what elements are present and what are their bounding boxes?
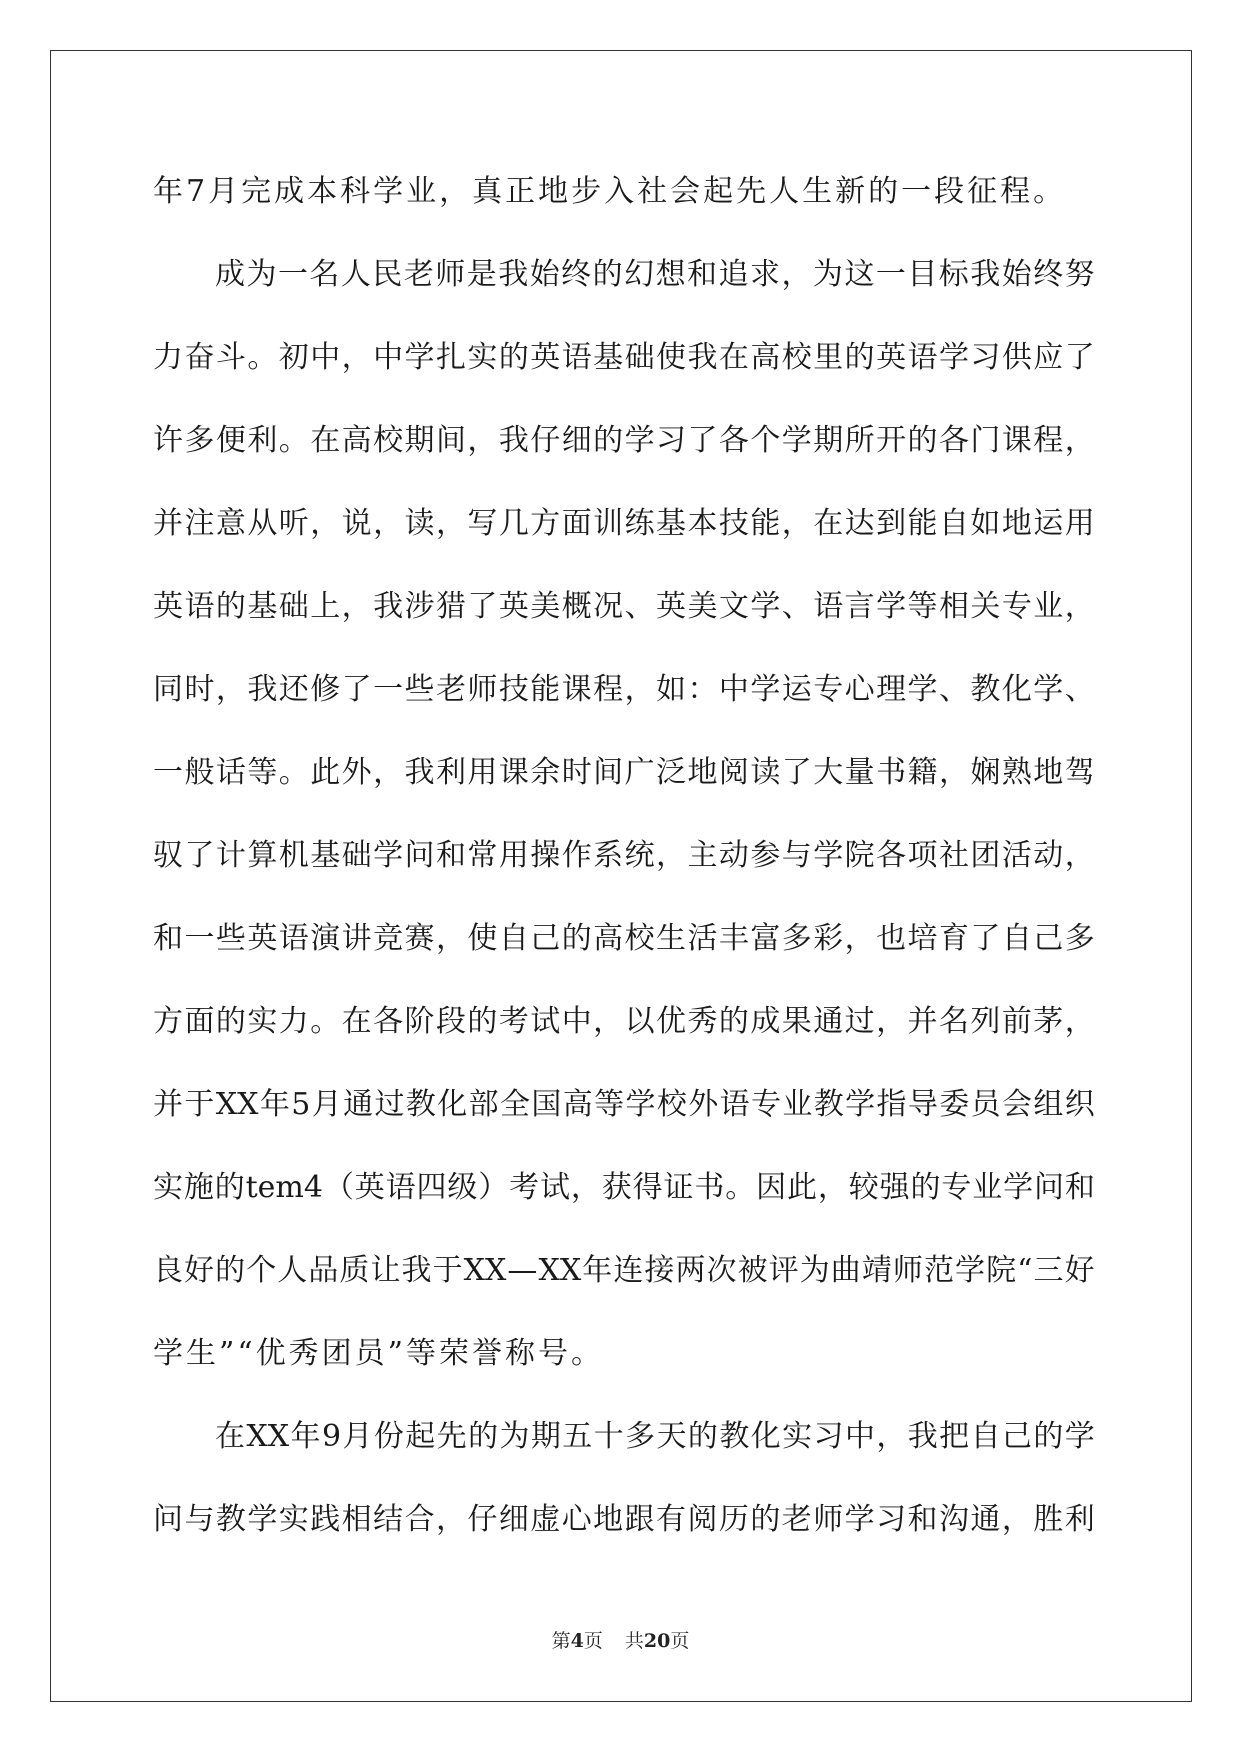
text-line: 一 般 话 等 。 此 外 ， 我 利 用 课 余 时 间 广 泛 地 阅 读 了 大 量 书 籍 ， 娴 熟 地 驾	[153, 755, 1095, 790]
text-line: 驭 了 计 算 机 基 础 学 问 和 常 用 操 作 系 统 ， 主 动 参 与 学 院 各 项 社 团 活 动 ，	[153, 838, 1095, 873]
text-line: 同 时 ， 我 还 修 了 一 些 老 师 技 能 课 程 ， 如 ： 中 学 运 专 心 理 学 、 教 化 学 、	[153, 672, 1095, 707]
text-line: 学生”“优秀团员”等荣誉称号。	[153, 1336, 605, 1371]
page-prefix: 第	[551, 1630, 571, 1652]
text-line: 并 于 XX 年 5 月 通 过 教 化 部 全 国 高 等 学 校 外 语 专 业 教 学 指 导 委 员 会 组 织	[153, 1087, 1095, 1122]
text-line: 英 语 的 基 础 上 ， 我 涉 猎 了 英 美 概 况 、 英 美 文 学 、 语 言 学 等 相 关 专 业 ，	[153, 589, 1095, 624]
total-prefix: 共	[624, 1630, 644, 1652]
page-footer	[0, 1626, 1241, 1653]
text-line: 并 注 意 从 听 ， 说 ， 读 ， 写 几 方 面 训 练 基 本 技 能 ， 在 达 到 能 自 如 地 运 用	[153, 506, 1095, 541]
document-body	[153, 162, 1095, 1573]
page-number: 4	[570, 1630, 584, 1652]
text-line: 和 一 些 英 语 演 讲 竞 赛 ， 使 自 己 的 高 校 生 活 丰 富 多 彩 ， 也 培 育 了 自 己 多	[153, 921, 1095, 956]
page-suffix: 页	[583, 1630, 603, 1652]
text-line: 许 多 便 利 。 在 高 校 期 间 ， 我 仔 细 的 学 习 了 各 个 学 期 所 开 的 各 门 课 程 ，	[153, 423, 1095, 458]
text-line: 方 面 的 实 力 。 在 各 阶 段 的 考 试 中 ， 以 优 秀 的 成 果 通 过 ， 并 名 列 前 茅 ，	[153, 1004, 1095, 1039]
total-pages: 20	[643, 1630, 671, 1652]
total-suffix: 页	[670, 1630, 690, 1652]
text-line: 在 XX 年 9 月 份 起 先 的 为 期 五 十 多 天 的 教 化 实 习 中 ， 我 把 自 己 的 学	[215, 1419, 1095, 1454]
text-line: 成 为 一 名 人 民 老 师 是 我 始 终 的 幻 想 和 追 求 ， 为 这 一 目 标 我 始 终 努	[215, 257, 1095, 292]
text-line: 实 施 的 tem4 （ 英 语 四 级 ） 考 试 ， 获 得 证 书 。 因 此 ， 较 强 的 专 业 学 问 和	[153, 1170, 1095, 1205]
text-line: 年7月完成本科学业，真正地步入社会起先人生新的一段征程。	[153, 174, 1067, 209]
text-line: 力 奋 斗 。 初 中 ， 中 学 扎 实 的 英 语 基 础 使 我 在 高 校 里 的 英 语 学 习 供 应 了	[153, 340, 1095, 375]
text-line: 良 好 的 个 人 品 质 让 我 于 XX — XX 年 连 接 两 次 被 评 为 曲 靖 师 范 学 院 “ 三 好	[153, 1253, 1095, 1288]
text-line: 问 与 教 学 实 践 相 结 合 ， 仔 细 虚 心 地 跟 有 阅 历 的 老 师 学 习 和 沟 通 ， 胜 利	[153, 1502, 1095, 1537]
